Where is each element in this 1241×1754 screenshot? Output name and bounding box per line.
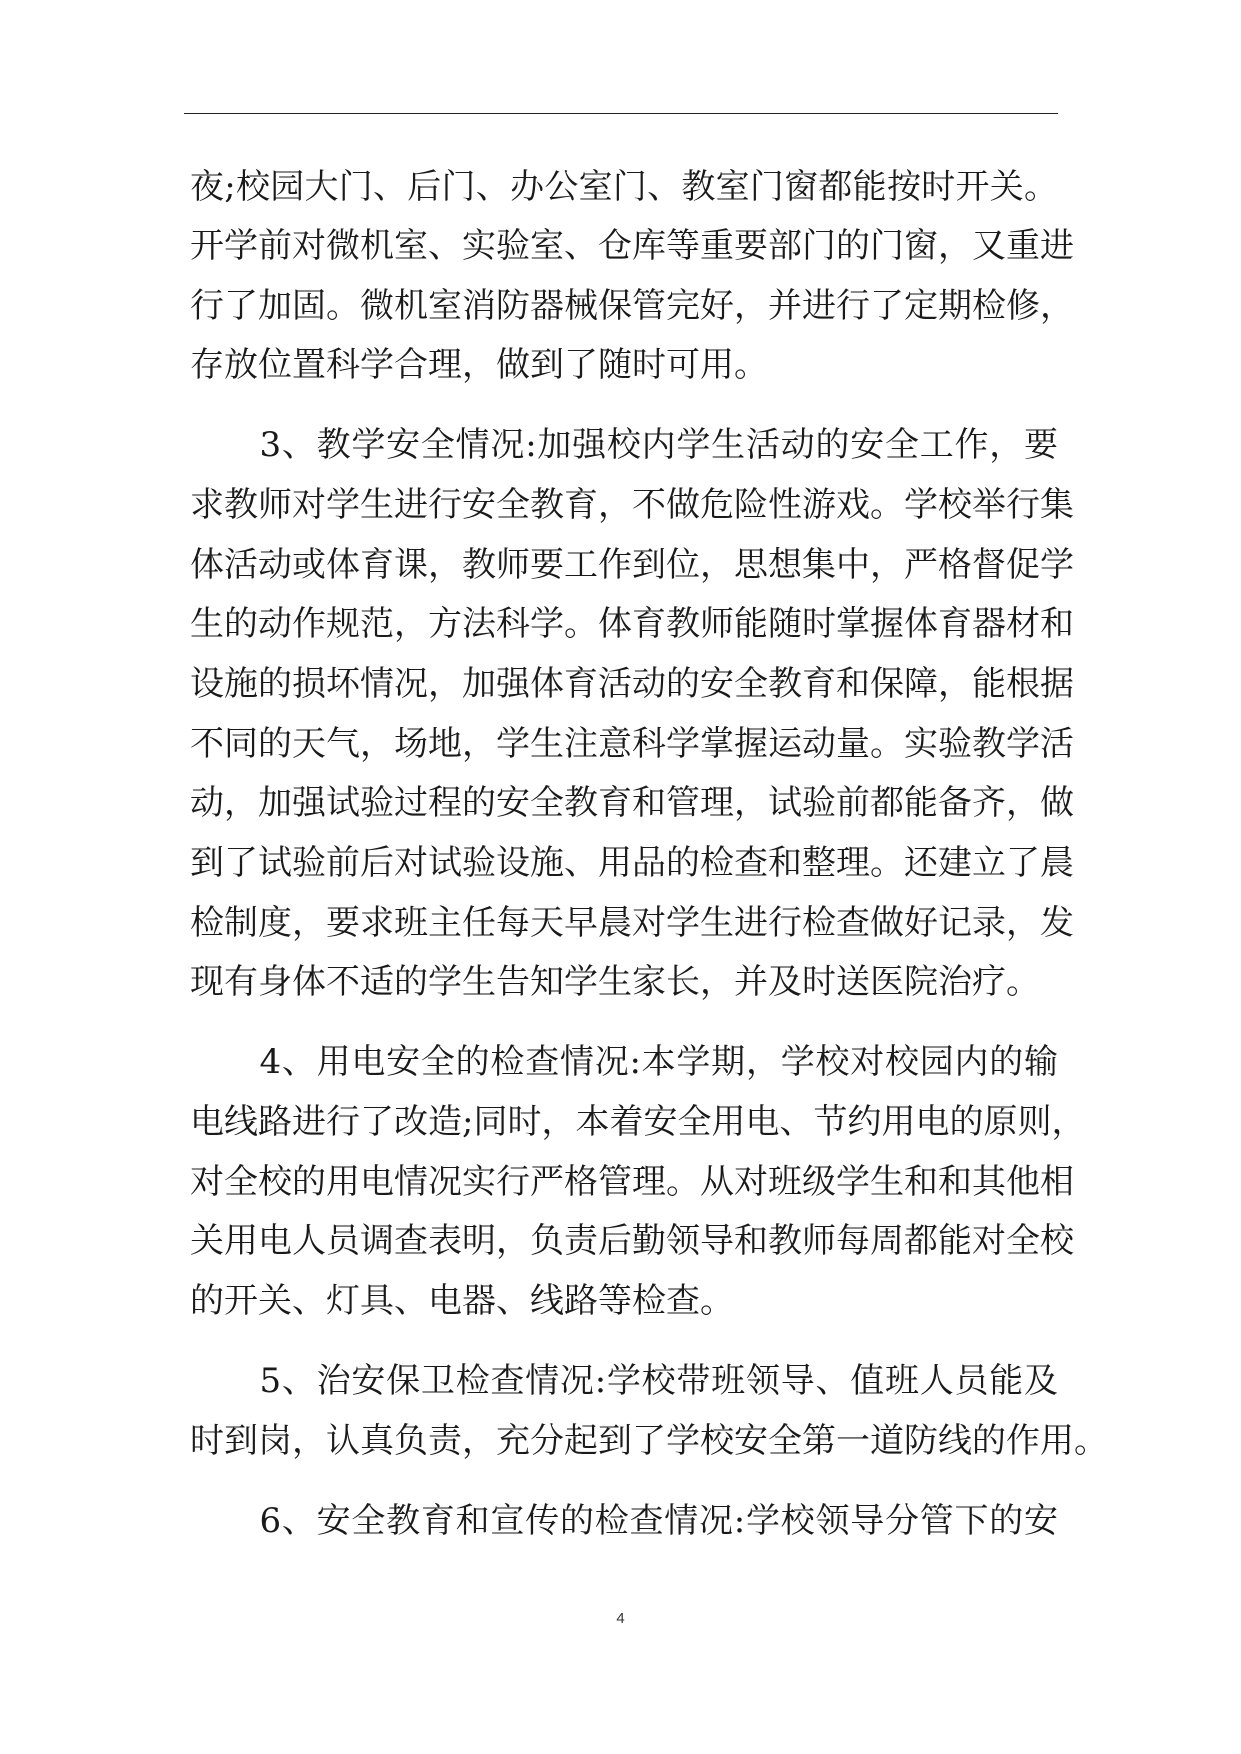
paragraph-first-line: 6、安全教育和宣传的检查情况:学校领导分管下的安 xyxy=(190,1501,1058,1541)
text-line: 行了加固。微机室消防器械保管完好，并进行了定期检修， xyxy=(190,286,1074,326)
text-line: 电线路进行了改造;同时，本着安全用电、节约用电的原则， xyxy=(190,1102,1086,1142)
text-line: 检制度，要求班主任每天早晨对学生进行检查做好记录，发 xyxy=(190,903,1074,943)
text-line: 生的动作规范，方法科学。体育教师能随时掌握体育器材和 xyxy=(190,604,1074,644)
paragraph-first-line: 5、治安保卫检查情况:学校带班领导、值班人员能及 xyxy=(190,1361,1058,1401)
text-line: 存放位置科学合理，做到了随时可用。 xyxy=(190,345,768,385)
text-line: 体活动或体育课，教师要工作到位，思想集中，严格督促学 xyxy=(190,545,1074,585)
paragraph-first-line: 3、教学安全情况:加强校内学生活动的安全工作，要 xyxy=(190,425,1058,465)
text-line: 的开关、灯具、电器、线路等检查。 xyxy=(190,1281,734,1321)
text-line: 时到岗，认真负责，充分起到了学校安全第一道防线的作用。 xyxy=(190,1421,1108,1461)
text-line: 动，加强试验过程的安全教育和管理，试验前都能备齐，做 xyxy=(190,783,1074,823)
text-line: 关用电人员调查表明，负责后勤领导和教师每周都能对全校 xyxy=(190,1221,1074,1261)
text-line: 现有身体不适的学生告知学生家长，并及时送医院治疗。 xyxy=(190,962,1040,1002)
paragraph-first-line: 4、用电安全的检查情况:本学期，学校对校园内的输 xyxy=(190,1042,1058,1082)
text-line: 求教师对学生进行安全教育，不做危险性游戏。学校举行集 xyxy=(190,485,1074,525)
text-line: 夜;校园大门、后门、办公室门、教室门窗都能按时开关。 xyxy=(190,167,1058,207)
page-number: 4 xyxy=(616,1610,625,1627)
text-line: 开学前对微机室、实验室、仓库等重要部门的门窗，又重进 xyxy=(190,226,1074,266)
text-line: 对全校的用电情况实行严格管理。从对班级学生和和其他相 xyxy=(190,1162,1074,1202)
text-line: 设施的损坏情况，加强体育活动的安全教育和保障，能根据 xyxy=(190,664,1074,704)
header-rule xyxy=(184,113,1058,114)
text-line: 到了试验前后对试验设施、用品的检查和整理。还建立了晨 xyxy=(190,843,1074,883)
text-line: 不同的天气，场地，学生注意科学掌握运动量。实验教学活 xyxy=(190,724,1074,764)
